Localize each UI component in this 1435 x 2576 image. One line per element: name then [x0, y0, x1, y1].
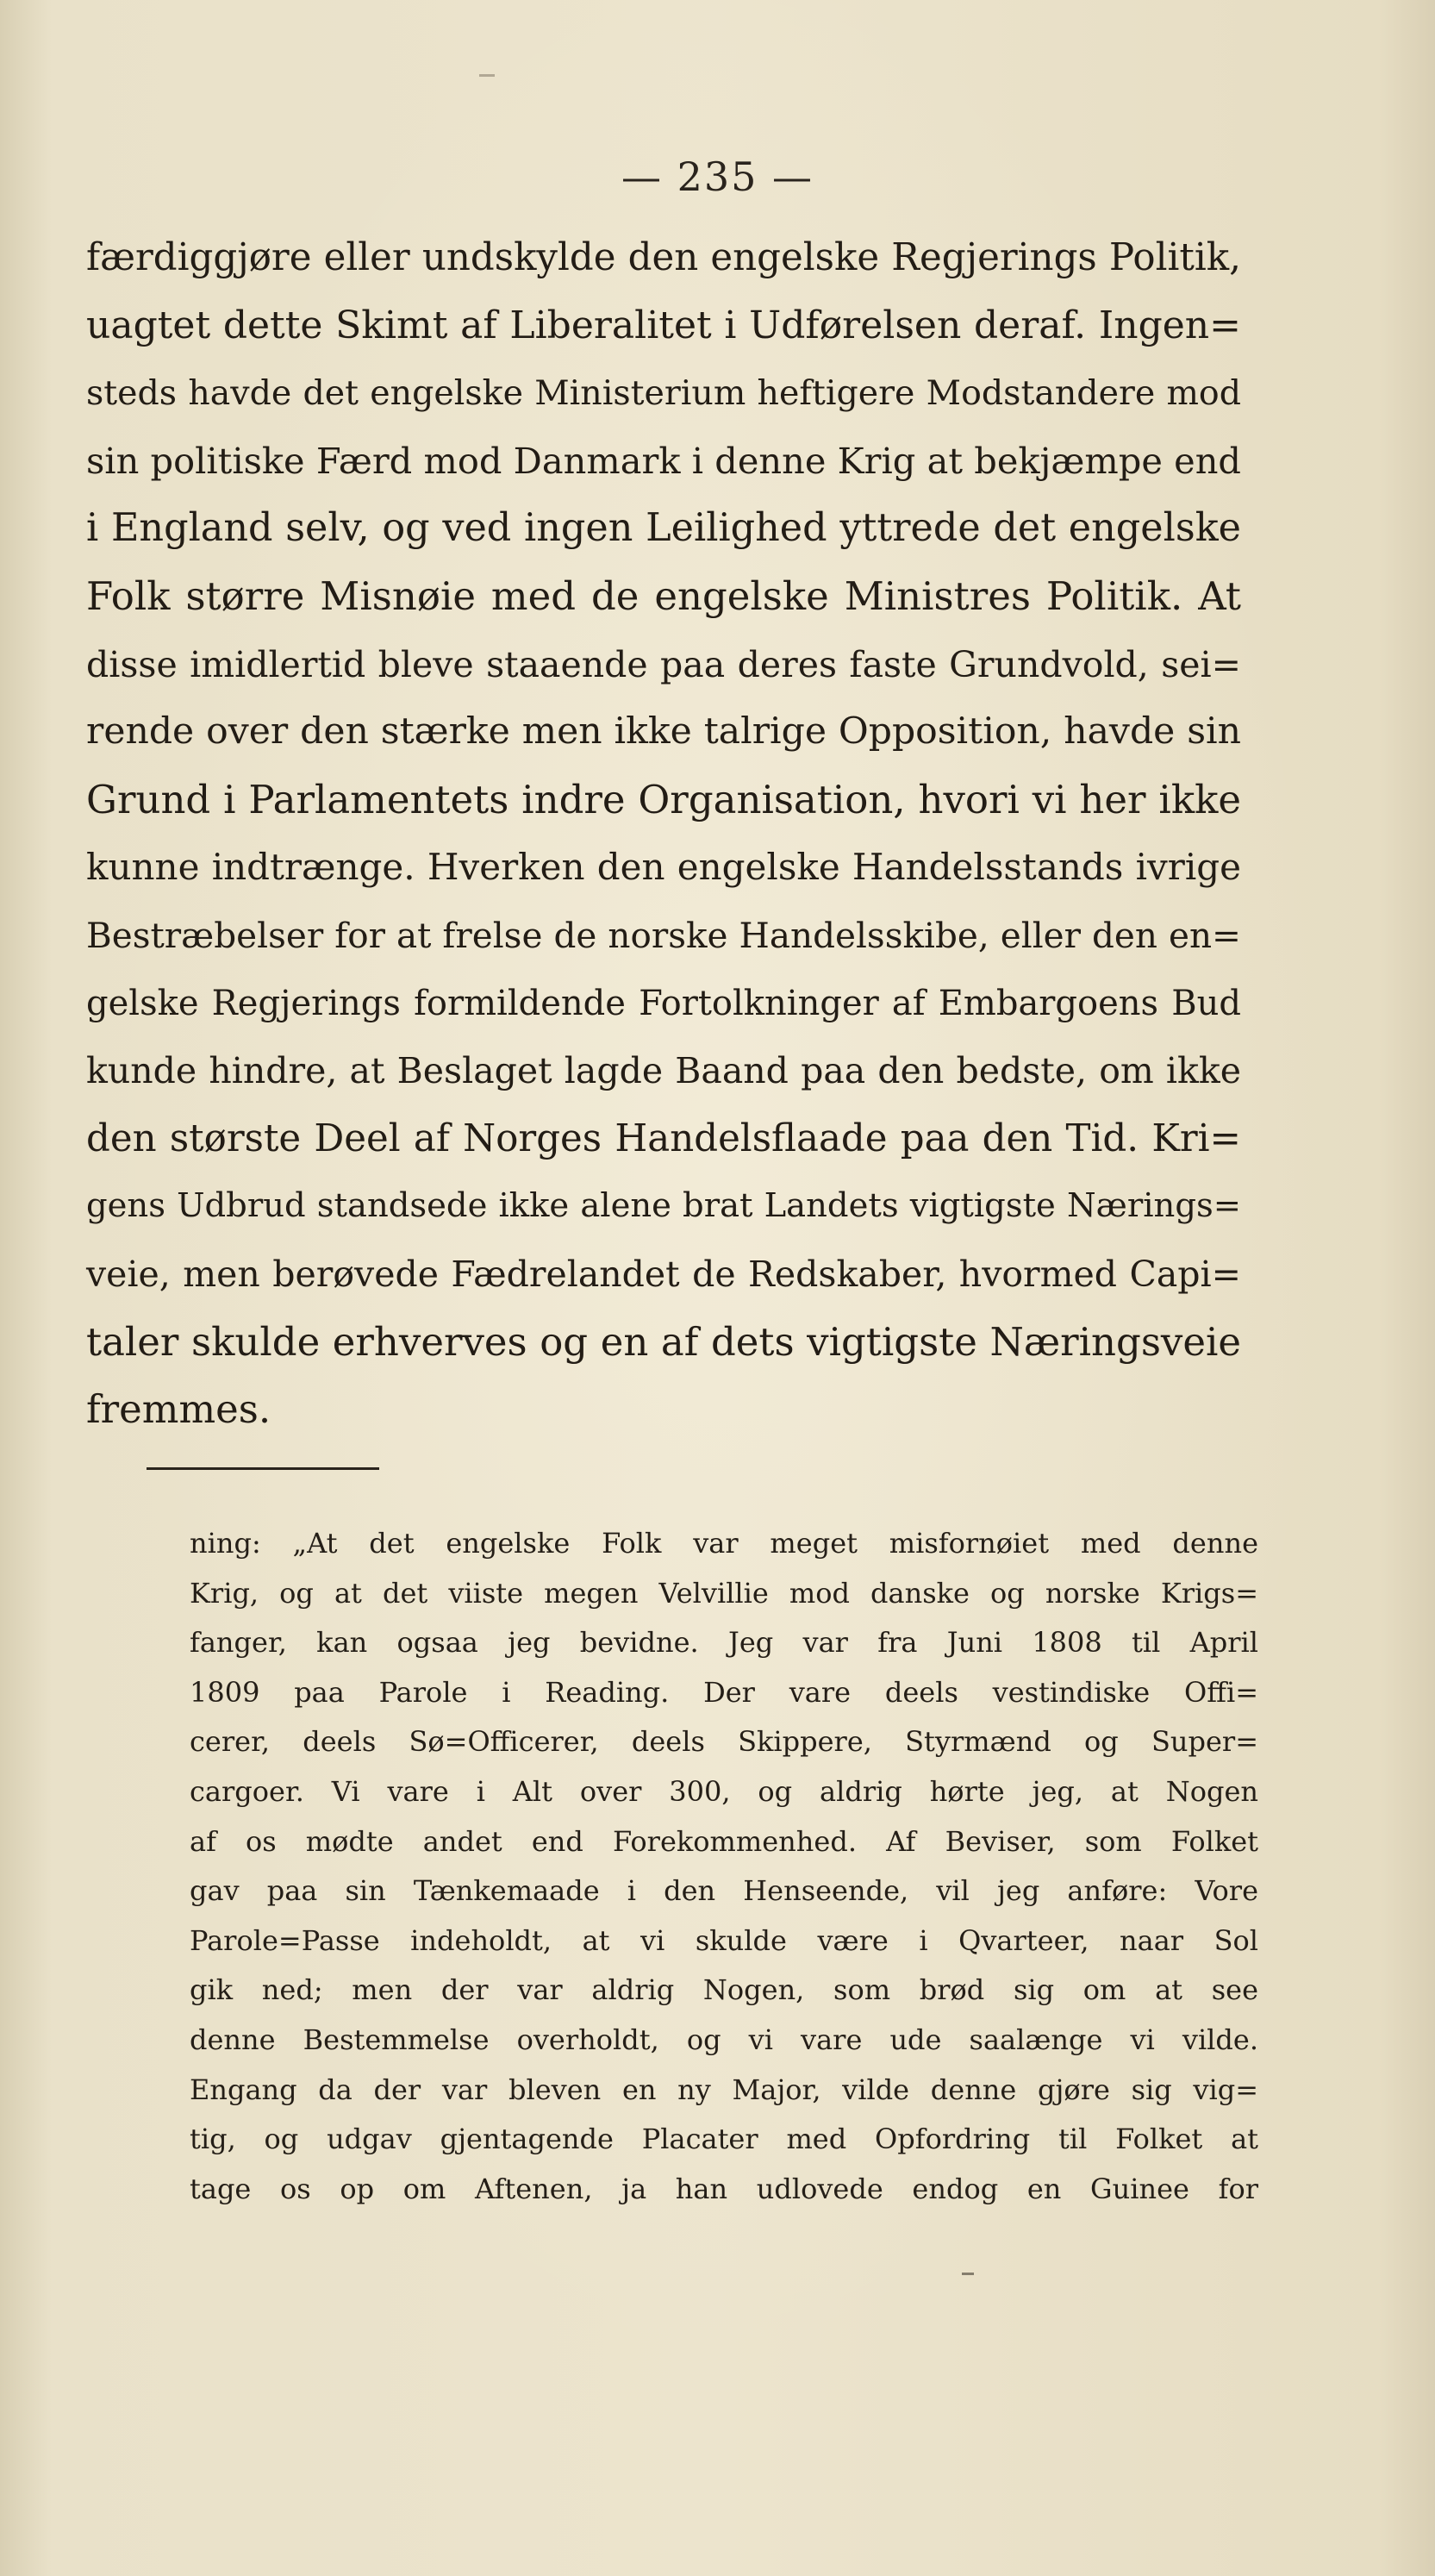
- footnote: [190, 1519, 1258, 2214]
- footnote-line: gik ned; men der var aldrig Nogen, som brød sig om at see: [190, 1973, 1258, 2007]
- text-line: Folk større Misnøie med de engelske Ministres Politik. At: [86, 572, 1241, 619]
- footnote-line: cerer, deels Sø=Officerer, deels Skippere, Styrmænd og Super=: [190, 1725, 1258, 1759]
- body-text: [86, 224, 1241, 1444]
- text-line: gelske Regjerings formildende Fortolkninger af Embargoens Bud: [86, 983, 1241, 1023]
- footnote-line: 1809 paa Parole i Reading. Der vare deels vestindiske Offi=: [190, 1675, 1258, 1709]
- text-line: fremmes.: [86, 1386, 271, 1433]
- print-mark: [962, 2273, 974, 2275]
- text-line: Bestræbelser for at frelse de norske Handelsskibe, eller den en=: [86, 914, 1241, 956]
- text-line: kunne indtrænge. Hverken den engelske Handelsstands ivrige: [86, 846, 1241, 889]
- text-line: færdiggjøre eller undskylde den engelske Regjerings Politik,: [86, 236, 1241, 279]
- footnote-divider: [147, 1467, 379, 1470]
- page-number: — 235 —: [621, 153, 814, 200]
- footnote-line: fanger, kan ogsaa jeg bevidne. Jeg var fra Juni 1808 til April: [190, 1626, 1258, 1660]
- footnote-line: Parole=Passe indeholdt, at vi skulde være i Qvarteer, naar Sol: [190, 1923, 1258, 1957]
- text-line: disse imidlertid bleve staaende paa deres faste Grundvold, sei=: [86, 643, 1241, 685]
- text-line: Grund i Parlamentets indre Organisation, hvori vi her ikke: [86, 776, 1241, 822]
- text-line: veie, men berøvede Fædrelandet de Redskaber, hvormed Capi=: [86, 1253, 1241, 1295]
- footnote-line: tig, og udgav gjentagende Placater med Opfordring til Folket at: [190, 2123, 1258, 2156]
- text-line: den største Deel af Norges Handelsflaade paa den Tid. Kri=: [86, 1116, 1241, 1160]
- text-line: steds havde det engelske Ministerium heftigere Modstandere mod: [86, 373, 1241, 414]
- footnote-line: tage os op om Aftenen, ja han udlovede endog en Guinee for: [190, 2172, 1258, 2205]
- text-line: gens Udbrud standsede ikke alene brat Landets vigtigste Nærings=: [86, 1186, 1241, 1226]
- text-line: i England selv, og ved ingen Leilighed yttrede det engelske: [86, 506, 1241, 551]
- text-line: rende over den stærke men ikke talrige Opposition, havde sin: [86, 710, 1241, 753]
- footnote-line: Engang da der var bleven en ny Major, vilde denne gjøre sig vig=: [190, 2073, 1258, 2106]
- text-line: taler skulde erhverves og en af dets vigtigste Næringsveie: [86, 1318, 1241, 1365]
- footnote-line: Krig, og at det viiste megen Velvillie mod danske og norske Krigs=: [190, 1576, 1258, 1610]
- text-line: kunde hindre, at Beslaget lagde Baand paa den bedste, om ikke: [86, 1050, 1241, 1092]
- footnote-line: cargoer. Vi vare i Alt over 300, og aldrig hørte jeg, at Nogen: [190, 1774, 1258, 1808]
- text-line: sin politiske Færd mod Danmark i denne Krig at bekjæmpe end: [86, 439, 1241, 482]
- text-line: uagtet dette Skimt af Liberalitet i Udførelsen deraf. Ingen=: [86, 303, 1241, 347]
- footnote-line: af os mødte andet end Forekommenhed. Af Beviser, som Folket: [190, 1824, 1258, 1858]
- footnote-line: denne Bestemmelse overholdt, og vi vare ude saalænge vi vilde.: [190, 2023, 1258, 2056]
- footnote-line: gav paa sin Tænkemaade i den Henseende, vil jeg anføre: Vore: [190, 1874, 1258, 1908]
- print-mark: [479, 74, 495, 77]
- footnote-line: ning: „At det engelske Folk var meget misfornøiet med denne: [190, 1527, 1258, 1560]
